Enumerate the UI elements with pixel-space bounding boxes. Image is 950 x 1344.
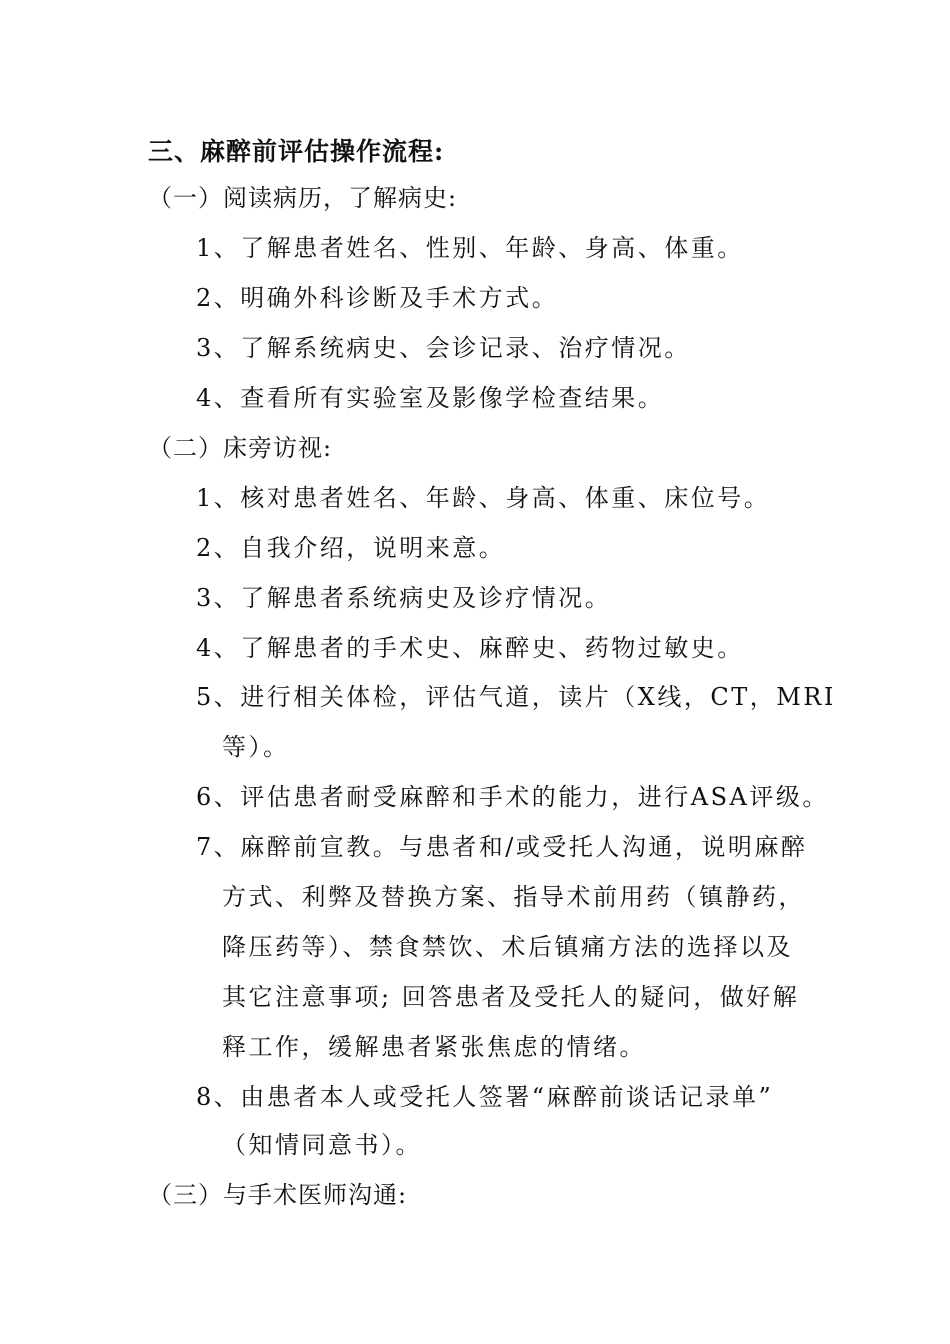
list-item: 4、查看所有实验室及影像学检查结果。 <box>196 384 665 412</box>
section-heading-2: （二）床旁访视: <box>148 434 333 462</box>
list-item: 5、进行相关体检，评估气道，读片（X线，CT，MRI <box>196 683 836 711</box>
list-item-continuation: （知情同意书）。 <box>222 1131 422 1159</box>
list-item: 3、了解系统病史、会诊记录、治疗情况。 <box>196 334 691 362</box>
list-item: 1、核对患者姓名、年龄、身高、体重、床位号。 <box>196 484 771 512</box>
list-item: 6、评估患者耐受麻醉和手术的能力，进行ASA评级。 <box>196 783 829 811</box>
list-item: 8、由患者本人或受托人签署“麻醉前谈话记录单” <box>196 1083 774 1111</box>
section-heading-1: （一）阅读病历，了解病史: <box>148 184 458 212</box>
list-item: 3、了解患者系统病史及诊疗情况。 <box>196 584 612 612</box>
page-title: 三、麻醉前评估操作流程: <box>148 137 445 166</box>
list-item-continuation: 降压药等）、禁食禁饮、术后镇痛方法的选择以及 <box>222 933 793 961</box>
list-item-continuation: 等）。 <box>222 733 290 761</box>
list-item-continuation: 方式、利弊及替换方案、指导术前用药（镇静药， <box>222 883 805 911</box>
list-item: 4、了解患者的手术史、麻醉史、药物过敏史。 <box>196 634 744 662</box>
list-item: 2、明确外科诊断及手术方式。 <box>196 284 559 312</box>
list-item-continuation: 其它注意事项; 回答患者及受托人的疑问，做好解 <box>222 983 800 1011</box>
section-heading-3: （三）与手术医师沟通: <box>148 1181 408 1209</box>
list-item-continuation: 释工作，缓解患者紧张焦虑的情绪。 <box>222 1033 646 1061</box>
list-item: 7、麻醉前宣教。与患者和/或受托人沟通，说明麻醉 <box>196 833 808 861</box>
list-item: 2、自我介绍，说明来意。 <box>196 534 506 562</box>
list-item: 1、了解患者姓名、性别、年龄、身高、体重。 <box>196 234 744 262</box>
